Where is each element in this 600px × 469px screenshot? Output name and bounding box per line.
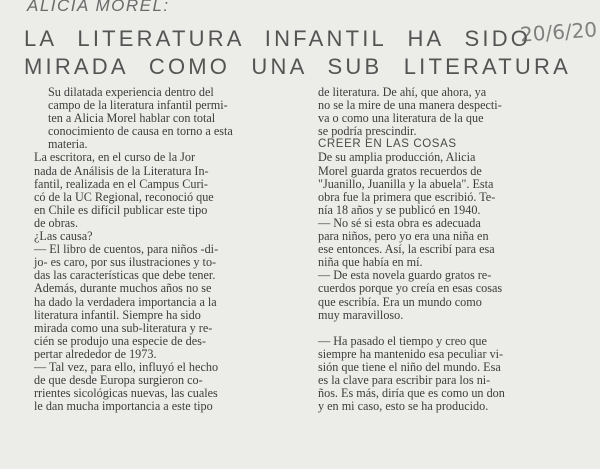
paragraph: — De esta novela guardo gratos re- cuerdos porque yo creía en esas cosas que escribía. Era un mundo como muy maravilloso. — [318, 268, 503, 322]
paragraph-gap — [318, 322, 582, 335]
left-column — [34, 86, 292, 413]
right-column — [318, 86, 582, 413]
paragraph: Su dilatada experiencia dentro del campo de la literatura infantil permi- ten a Alicia Morel hablar con total conocimiento de causa en torno a esta materia. — [48, 85, 233, 152]
paragraph: ¿Las causa? — [34, 229, 93, 244]
paragraph: De su amplia producción, Alicia Morel guarda gratos recuerdos de "Juanillo, Juanilla y la abuela". Esta obra fue la primera que escribió. Te- nía 18 años y se publicó en 1940. — [318, 150, 496, 217]
paragraph: — Ha pasado el tiempo y creo que siempre ha mantenido esa peculiar vi- sión que tiene el niño del mundo. Esa es la clave para escribir para los ni- ños. Es más, diría que es como un don y en mi caso, esto se ha producido. — [318, 333, 505, 414]
headline-line-1: LA LITERATURA INFANTIL HA SIDO — [24, 26, 532, 51]
paragraph: de literatura. De ahí, que ahora, ya no se la mire de una manera despecti- va o como una literatura de la que se podría prescindir. — [318, 85, 502, 139]
headline-line-2: MIRADA COMO UNA SUB LITERATURA — [24, 54, 571, 79]
handwritten-date: 20/6/20 — [519, 17, 598, 47]
paragraph: — Tal vez, para ello, influyó el hecho de que desde Europa surgieron co- rrientes sicológicas nuevas, las cuales le dan mucha importancia a este tipo — [34, 359, 219, 414]
paragraph: La escritora, en el curso de la Jor nada de Análisis de la Literatura In- fantil, realizada en el Campus Curi- có de la UC Regional, reconoció que en Chile es difícil publicar este tipo de obras. — [34, 150, 214, 230]
section-subhead: CREER EN LAS COSAS — [318, 138, 457, 151]
paragraph: — No sé si esta obra es adecuada para niños, pero yo era una niña en ese entonces. Así, la escribí para esa niña que había en mí. — [318, 215, 495, 270]
byline: ALICIA MOREL: — [27, 0, 170, 15]
paragraph: — El libro de cuentos, para niños -di- jo- es caro, por sus ilustraciones y to- das las características que debe tener. Además, durante muchos años no se ha dado la verdadera importancia a la literatura infantil. Siempre ha sido mirada como una sub-literatura y re- cién se produjo una especie de des- pertar alrededor de 1973. — [34, 242, 219, 361]
